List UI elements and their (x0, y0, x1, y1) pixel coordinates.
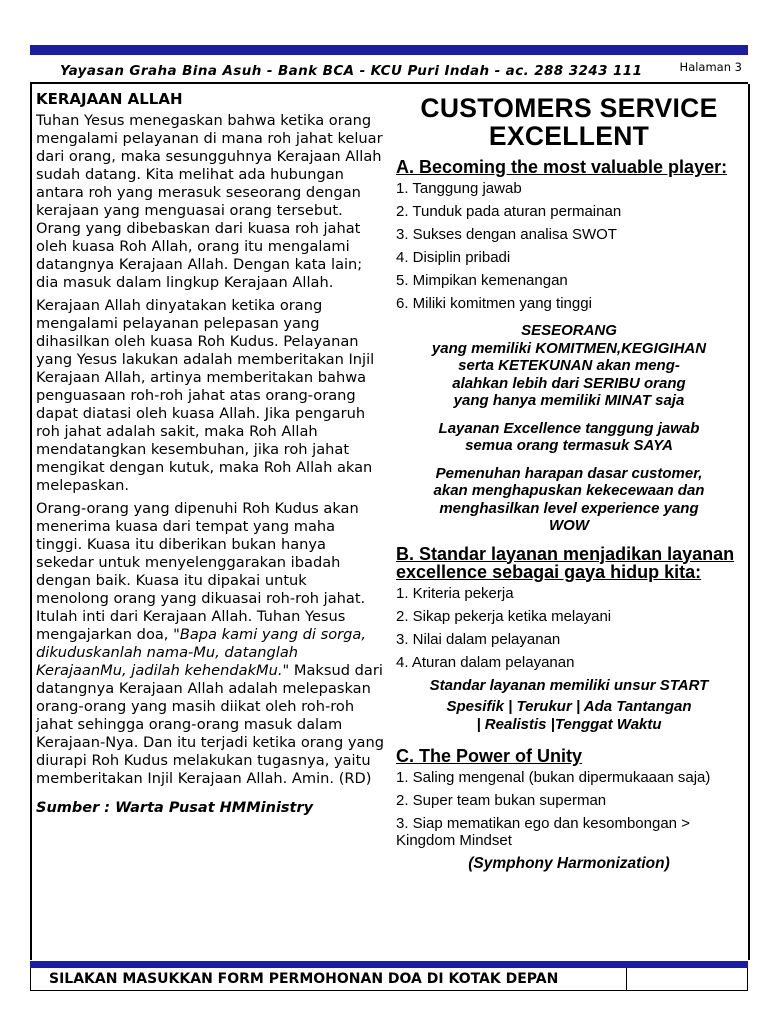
list-item: 2. Tunduk pada aturan permainan (396, 203, 622, 220)
start-standard: Standar layanan memiliki unsur START (429, 676, 709, 694)
title-line-2: EXCELLENT (488, 121, 650, 151)
quote-line: semua orang termasuk SAYA (465, 437, 673, 454)
footer-notice: SILAKAN MASUKKAN FORM PERMOHONAN DOA DI KOTAK DEPAN (49, 971, 559, 987)
list-item: 2. Super team bukan superman (396, 792, 607, 809)
title-line-1: CUSTOMERS SERVICE (420, 93, 718, 123)
page-footer (30, 968, 748, 991)
prayer-quote: Bapa kami yang di sorga, dikuduskanlah nama-Mu, datanglah KerajaanMu, jadilah kehendakMu." (36, 626, 366, 679)
list-item: 1. Tanggung jawab (396, 180, 522, 197)
list-item: 6. Miliki komitmen yang tinggi (396, 295, 592, 312)
article-kerajaan-allah (36, 90, 384, 816)
page-number: Halaman 3 (679, 60, 742, 74)
article-title: KERAJAAN ALLAH (36, 90, 183, 108)
expectation-quote (396, 465, 742, 535)
paragraph-3-end: Maksud dari datangnya Kerajaan Allah adalah melepaskan orang-orang yang masih diikat oleh roh-roh jahat sehingga orang-orang masuk dalam Kerajaan-Nya. Dan itu terjadi ketika orang yang diurapi Roh Kudus melakukan tugasnya, yaitu memberitakan Injil Kerajaan Allah. Amin. (RD) (36, 662, 384, 787)
page-header (30, 57, 748, 81)
quote-line: WOW (549, 517, 589, 534)
quote-line: Pemenuhan harapan dasar customer, (435, 464, 703, 482)
list-item: 3. Siap mematikan ego dan kesombongan > Kingdom Mindset (396, 815, 690, 849)
footer-bar (30, 961, 748, 968)
foundation-info: Yayasan Graha Bina Asuh - Bank BCA - KCU Puri Indah - ac. 288 3243 111 (60, 63, 643, 79)
commitment-quote (396, 322, 742, 410)
article-paragraph-3 (36, 500, 384, 788)
list-item: 2. Sikap pekerja ketika melayani (396, 607, 612, 625)
section-c-heading: C. The Power of Unity (396, 746, 583, 766)
footer-divider (626, 968, 627, 990)
quote-line: alahkan lebih dari SERIBU orang (452, 374, 686, 392)
list-item: 5. Mimpikan kemenangan (396, 272, 568, 289)
quote-line: yang memiliki KOMITMEN,KEGIGIHAN (431, 339, 707, 357)
list-a (396, 180, 742, 312)
responsibility-quote (396, 420, 742, 455)
list-b (396, 585, 742, 671)
quote-line: akan menghapuskan kekecewaan dan (433, 482, 705, 499)
quote-line: yang hanya memiliki MINAT saja (453, 392, 685, 409)
right-title (396, 94, 742, 150)
article-source: Sumber : Warta Pusat HMMinistry (36, 800, 314, 816)
list-item: 1. Saling mengenal (bukan dipermukaaan saja) (396, 769, 711, 786)
closing-line: (Symphony Harmonization) (468, 855, 670, 872)
paragraph-3-start: Orang-orang yang dipenuhi Roh Kudus akan menerima kuasa dari tempat yang maha tinggi. Kuasa itu diberikan bukan hanya sekedar untuk menyelenggarakan ibadah dengan baik. Kuasa itu dipakai untuk menolong orang yang dikuasai roh-roh jahat. Itulah inti dari Kerajaan Allah. Tuhan Yesus mengajarkan doa, " (36, 500, 366, 643)
list-item: 4. Aturan dalam pelayanan (396, 653, 575, 671)
section-b-heading: B. Standar layanan menjadikan layanan excellence sebagai gaya hidup kita: (396, 543, 735, 582)
start-elements (396, 698, 742, 733)
article-paragraph-1: Tuhan Yesus menegaskan bahwa ketika orang mengalami pelayanan di mana roh jahat keluar dari orang, maka sesungguhnya Kerajaan Allah sudah datang. Kita melihat ada hubungan antara roh yang merasuk seseorang dengan kerajaan yang menguasai orang tersebut. Orang yang dibebaskan dari kuasa roh jahat oleh kuasa Roh Allah, orang itu mengalami datangnya Kerajaan Allah. Dengan kata lain; dia masuk dalam lingkup Kerajaan Allah. (36, 112, 383, 291)
customer-service-article (396, 94, 742, 873)
quote-line: serta KETEKUNAN akan meng- (458, 357, 680, 374)
section-a-heading: A. Becoming the most valuable player: (396, 157, 728, 177)
article-paragraph-2: Kerajaan Allah dinyatakan ketika orang mengalami pelayanan pelepasan yang dihasilkan oleh kuasa Roh Kudus. Pelayanan yang Yesus lakukan adalah memberitakan Injil Kerajaan Allah, artinya memberitakan bahwa penguasaan roh-roh jahat atas orang-orang dapat diatasi oleh kuasa Allah. Jika pengaruh roh jahat adalah sakit, maka Roh Allah mendatangkan kesembuhan, jika roh jahat mengikat dengan kutuk, maka Roh Allah akan melepaskan. (36, 297, 375, 494)
quote-line: | Realistis |Tenggat Waktu (476, 715, 662, 733)
quote-line: Spesifik | Terukur | Ada Tantangan (446, 698, 692, 715)
header-top-bar (30, 45, 748, 55)
list-item: 4. Disiplin pribadi (396, 249, 511, 266)
list-item: 1. Kriteria pekerja (396, 584, 514, 602)
quote-line: SESEORANG (521, 322, 617, 339)
list-item: 3. Sukses dengan analisa SWOT (396, 226, 617, 243)
list-item: 3. Nilai dalam pelayanan (396, 630, 561, 648)
quote-line: menghasilkan level experience yang (439, 499, 699, 517)
quote-line: Layanan Excellence tanggung jawab (438, 419, 700, 437)
list-c (396, 769, 742, 849)
